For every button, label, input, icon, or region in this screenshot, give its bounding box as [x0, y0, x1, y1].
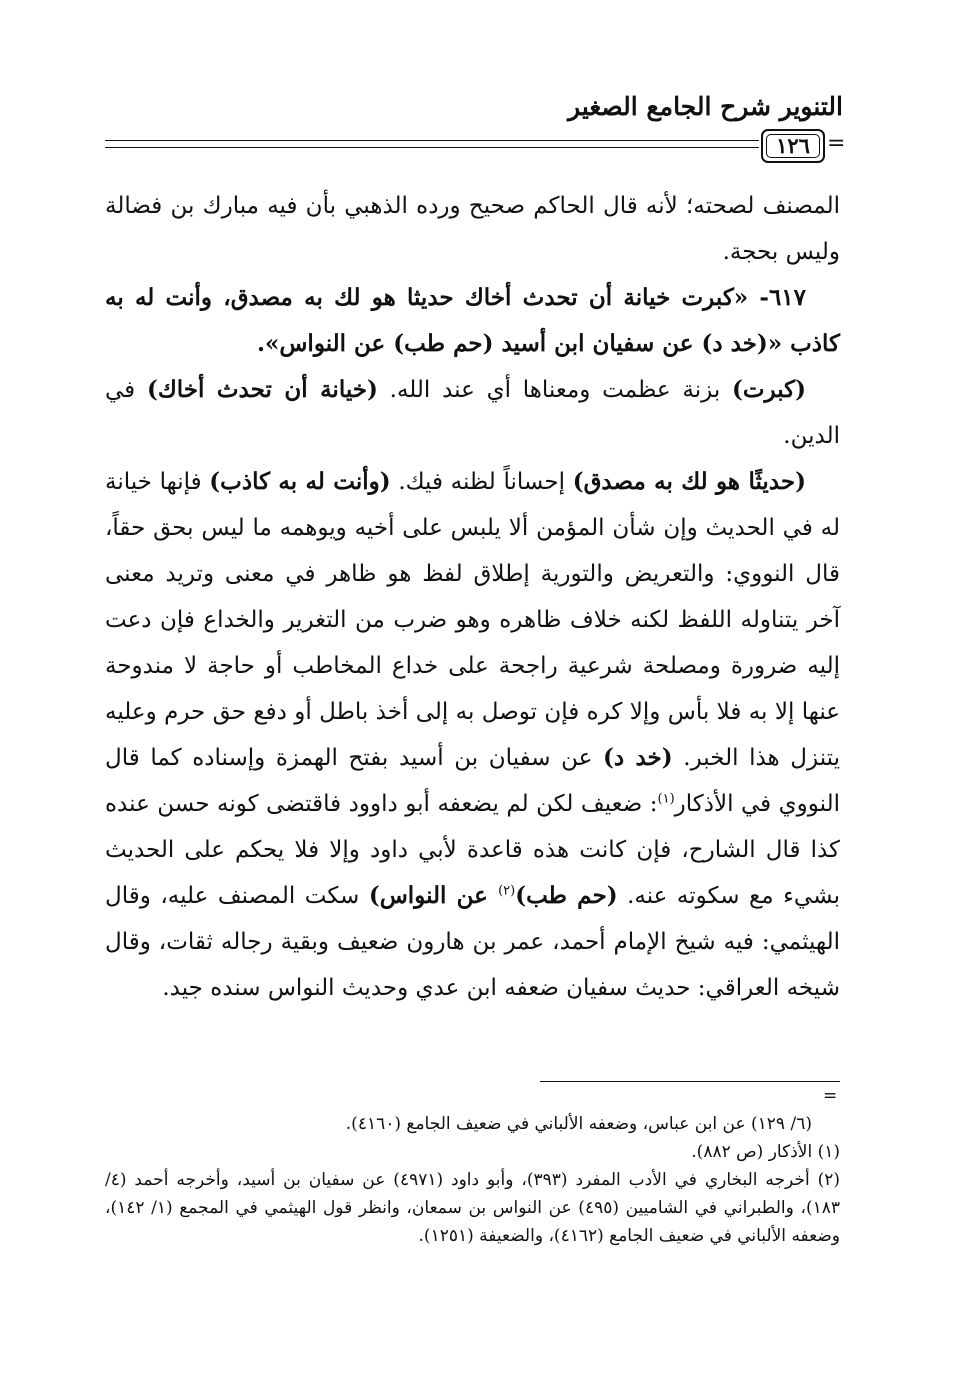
commentary-text: في الدين.: [105, 377, 840, 449]
running-header-title: التنوير شرح الجامع الصغير: [568, 92, 843, 121]
quoted-term: (حديثًا هو لك به مصدق): [572, 468, 806, 495]
source-code: عن النواس): [368, 882, 499, 909]
commentary-text: إحساناً لظنه فيك.: [390, 469, 573, 495]
commentary-text: فإنها خيانة له في الحديث وإن شأن المؤمن ألا يلبس على أخيه ويوهمه ما ليس بحق حقاً، قال النووي: والتعريض والتورية إطلاق لفظ هو ظاهر في معنى وتريد معنى آخر يتناوله اللفظ لكنه خلاف ظاهره وهو ضرب من التغرير والخداع فإن دعت إليه ضرورة ومصلحة شرعية راجحة على خداع المخاطب أو حاجة لا مندوحة عنها إلا به فلا بأس وإلا كره فإن توصل به إلى أخذ باطل أو دفع حق حرم وعليه يتنزل هذا الخبر.: [105, 469, 840, 771]
header-rule-top: [105, 140, 759, 141]
commentary-paragraph-1: [105, 367, 840, 459]
footnote-ref-2: (٢): [498, 883, 516, 899]
commentary-text: عن سفيان بن أسيد بفتح الهمزة وإسناده كما قال النووي في الأذكار: [105, 745, 840, 817]
commentary-paragraph-2: [105, 459, 840, 1011]
source-code: (خد د): [603, 744, 673, 771]
commentary-text: : ضعيف لكن لم يضعفه أبو داوود فاقتضى كونه حسن عنده كذا قال الشارح، فإن كانت هذه قاعدة لأبي داود وإلا فلا يحكم على الحديث بشيء مع سكوته عنه.: [105, 791, 840, 909]
header-rule-bottom: [105, 147, 759, 148]
commentary-text: بزنة عظمت ومعناها أي عند الله.: [377, 377, 733, 403]
page-number: ١٢٦: [761, 129, 825, 163]
page-continuation-mark: =: [827, 131, 846, 156]
footnote-separator: [540, 1081, 840, 1082]
footnote-continued: (٦/ ١٢٩) عن ابن عباس، وضعفه الألباني في ضعيف الجامع (٤١٦٠).: [345, 1114, 812, 1134]
footnote-1: (١) الأذكار (ص ٨٨٢).: [691, 1142, 840, 1162]
footnote-2: (٢) أخرجه البخاري في الأدب المفرد (٣٩٣)، وأبو داود (٤٩٧١) عن سفيان بن أسيد، وأخرجه أحمد (٤/ ١٨٣)، والطبراني في الشاميين (٤٩٥) عن النواس بن سمعان، وانظر قول الهيثمي في المجمع (١/ ١٤٢)، وضعفه الألباني في ضعيف الجامع (٤١٦٢)، والضعيفة (١٢٥١).: [105, 1170, 841, 1246]
paragraph-continuation: المصنف لصحته؛ لأنه قال الحاكم صحيح ورده الذهبي بأن فيه مبارك بن فضالة وليس بحجة.: [105, 193, 840, 265]
quoted-term: (وأنت له به كاذب): [209, 468, 391, 495]
footnote-continuation-mark: =: [823, 1086, 838, 1106]
source-code: (حم طب): [515, 882, 618, 909]
quoted-term: (كبرت): [732, 376, 807, 403]
quoted-term: (خيانة أن تحدث أخاك): [146, 376, 378, 403]
footnotes: [105, 1110, 840, 1250]
hadith-617: ٦١٧- «كبرت خيانة أن تحدث أخاك حديثا هو لك به مصدق، وأنت له به كاذب «(خد د) عن سفيان ابن أسيد (حم طب) عن النواس».: [105, 284, 840, 357]
commentary-text: سكت المصنف عليه، وقال الهيثمي: فيه شيخ الإمام أحمد، عمر بن هارون ضعيف وبقية رجاله ثقات، وقال شيخه العراقي: حديث سفيان ضعفه ابن عدي وحديث النواس سنده جيد.: [105, 883, 840, 1001]
main-text: [105, 183, 840, 1011]
footnote-ref-1: (١): [657, 791, 675, 807]
